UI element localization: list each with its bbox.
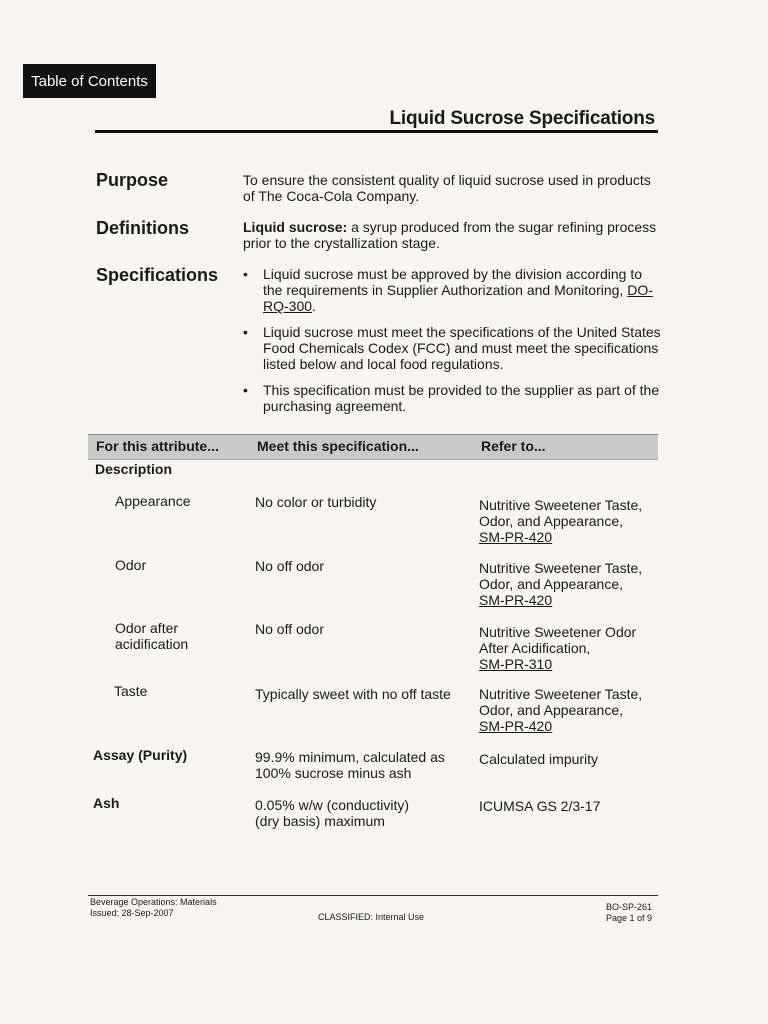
bullet-icon: • (243, 266, 248, 282)
bullet-icon: • (243, 382, 248, 398)
reference-text: Nutritive Sweetener Odor After Acidification, (479, 624, 637, 656)
row-attribute: Odor after acidification (115, 620, 189, 652)
row-reference (479, 686, 657, 734)
footer-department: Beverage Operations: Materials (90, 897, 217, 907)
reference-link[interactable]: DO-RQ-300 (263, 282, 653, 314)
row-reference: ICUMSA GS 2/3-17 (479, 798, 601, 814)
reference-link[interactable]: SM-PR-310 (479, 656, 553, 672)
footer-issued: Issued: 28-Sep-2007 (90, 908, 174, 918)
table-section-label: Description (95, 461, 173, 477)
reference-link[interactable]: SM-PR-420 (479, 529, 553, 545)
column-header-reference: Refer to... (481, 438, 546, 454)
bullet-tail: . (312, 298, 316, 314)
reference-link[interactable]: SM-PR-420 (479, 718, 553, 734)
reference-text: Nutritive Sweetener Taste, Odor, and Appearance, (479, 686, 643, 718)
row-specification: No color or turbidity (255, 494, 377, 510)
row-reference (479, 497, 657, 545)
purpose-heading: Purpose (96, 170, 169, 190)
definition-term: Liquid sucrose: (243, 219, 348, 235)
footer-right (600, 902, 652, 924)
bullet-text: Liquid sucrose must meet the specifications of the United States Food Chemicals Codex (FCC) and must meet the specifications listed below and local food regulations. (263, 324, 661, 372)
row-reference (479, 560, 657, 608)
list-item (243, 324, 663, 372)
row-attribute: Ash (93, 795, 120, 811)
footer-doc-id: BO-SP-261 (605, 902, 652, 912)
bullet-text: Liquid sucrose must be approved by the division according to the requirements in Supplier Authorization and Monitoring, (263, 266, 642, 298)
footer-page-number: Page 1 of 9 (605, 913, 652, 923)
purpose-text: To ensure the consistent quality of liquid sucrose used in products of The Coca-Cola Company. (243, 172, 651, 204)
bullet-icon: • (243, 324, 248, 340)
row-specification: Typically sweet with no off taste (255, 686, 451, 702)
row-attribute: Appearance (115, 493, 191, 509)
footer-divider (88, 895, 658, 896)
title-divider (95, 130, 658, 133)
row-specification: 99.9% minimum, calculated as 100% sucrose minus ash (255, 749, 445, 781)
column-header-specification: Meet this specification... (257, 438, 419, 454)
row-specification: No off odor (255, 621, 325, 637)
row-attribute: Odor (115, 557, 147, 573)
list-item (243, 266, 663, 314)
row-reference (479, 624, 657, 672)
row-specification: 0.05% w/w (conductivity) (dry basis) maximum (255, 797, 410, 829)
table-of-contents-button[interactable]: Table of Contents (23, 64, 156, 98)
row-attribute: Taste (114, 683, 148, 699)
reference-text: Nutritive Sweetener Taste, Odor, and Appearance, (479, 560, 643, 592)
footer-left (90, 897, 217, 919)
reference-link[interactable]: SM-PR-420 (479, 592, 553, 608)
specifications-heading: Specifications (96, 265, 219, 285)
footer-classification: CLASSIFIED: Internal Use (318, 912, 425, 922)
bullet-text: This specification must be provided to the supplier as part of the purchasing agreement. (263, 382, 660, 414)
definitions-heading: Definitions (96, 218, 189, 238)
definitions-text (243, 219, 663, 251)
list-item (243, 382, 663, 414)
specifications-list (243, 266, 663, 424)
row-attribute: Assay (Purity) (93, 747, 188, 763)
column-header-attribute: For this attribute... (96, 438, 219, 454)
reference-text: Nutritive Sweetener Taste, Odor, and Appearance, (479, 497, 643, 529)
row-specification: No off odor (255, 558, 325, 574)
table-header (88, 434, 658, 460)
page-title: Liquid Sucrose Specifications (389, 108, 655, 129)
row-reference: Calculated impurity (479, 751, 599, 767)
definition-body: a syrup produced from the sugar refining process prior to the crystallization stage. (243, 219, 657, 251)
